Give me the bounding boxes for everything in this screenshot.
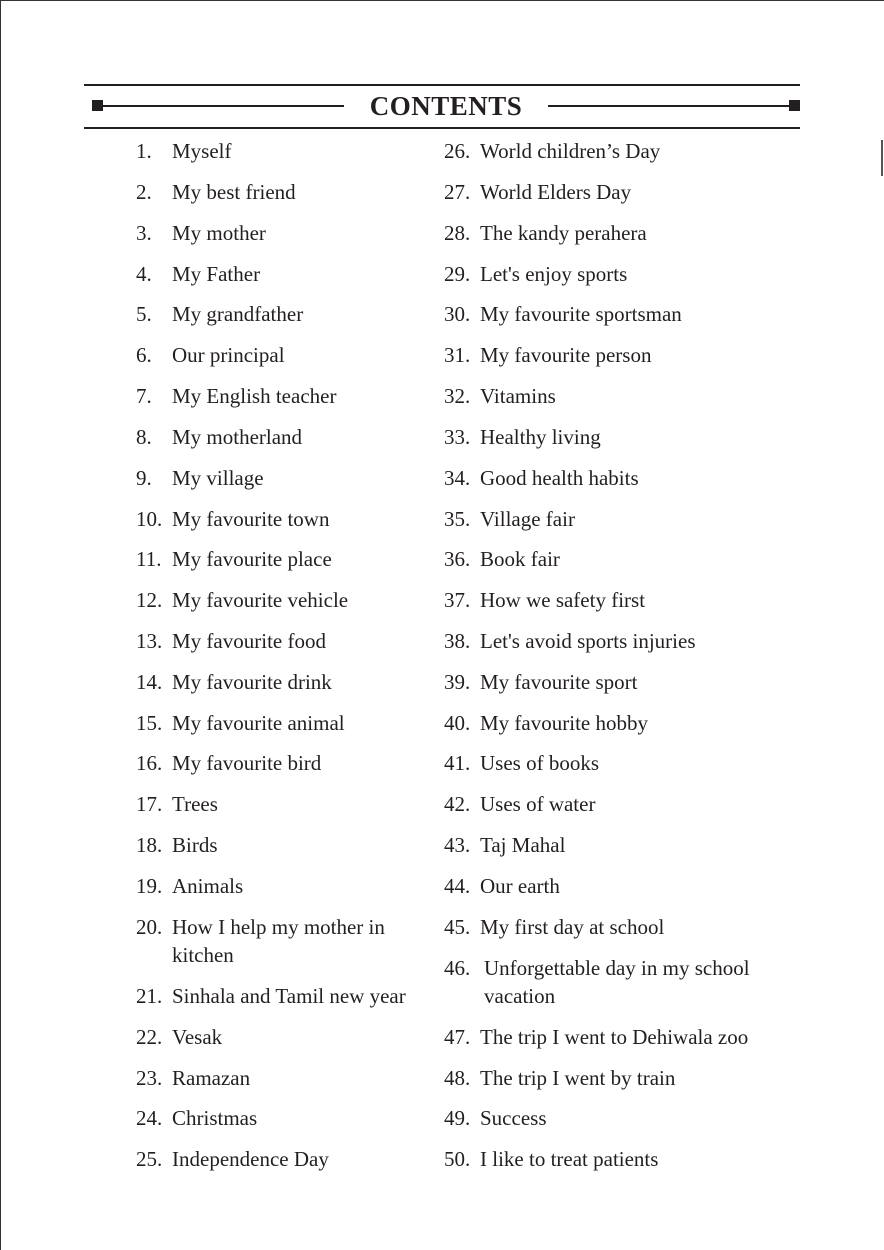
- entry-title: Let's avoid sports injuries: [480, 629, 696, 653]
- contents-entry: [136, 668, 332, 696]
- entry-title: Independence Day: [172, 1147, 329, 1171]
- entry-number: 46.: [444, 956, 471, 980]
- entry-number: 3.: [136, 221, 152, 245]
- contents-entry: [444, 1023, 748, 1051]
- contents-entry: [136, 627, 326, 655]
- contents-entry: [444, 505, 575, 533]
- entry-title: Unforgettable day in my school vacation: [484, 956, 750, 1008]
- entry-title: The kandy perahera: [480, 221, 647, 245]
- contents-entry: [136, 749, 321, 777]
- entry-number: 12.: [136, 588, 163, 612]
- entry-title: Healthy living: [480, 425, 601, 449]
- entry-title: Book fair: [480, 547, 560, 571]
- entry-title: Our earth: [480, 874, 560, 898]
- entry-title: My grandfather: [172, 302, 304, 326]
- entry-number: 9.: [136, 466, 152, 490]
- entry-number: 40.: [444, 711, 471, 735]
- entry-number: 41.: [444, 751, 471, 775]
- contents-entry: [444, 545, 560, 573]
- entry-number: 18.: [136, 833, 163, 857]
- entry-number: 19.: [136, 874, 163, 898]
- contents-entry: [444, 219, 647, 247]
- entry-title: My favourite animal: [172, 711, 345, 735]
- ornament-line-left: [98, 105, 344, 107]
- contents-entry: [444, 178, 631, 206]
- entry-title: World children’s Day: [480, 139, 661, 163]
- entry-title: My motherland: [172, 425, 303, 449]
- contents-entry: [136, 709, 345, 737]
- contents-entry: [136, 586, 348, 614]
- contents-entry: [444, 464, 639, 492]
- contents-entry: [136, 178, 296, 206]
- entry-title: My favourite town: [172, 507, 330, 531]
- entry-number: 11.: [136, 547, 162, 571]
- entry-number: 16.: [136, 751, 163, 775]
- entry-number: 34.: [444, 466, 471, 490]
- entry-title: Trees: [172, 792, 218, 816]
- entry-title: How we safety first: [480, 588, 646, 612]
- contents-entry: [136, 505, 329, 533]
- contents-entry: [444, 872, 560, 900]
- contents-entry: [444, 1145, 658, 1173]
- contents-entry: [136, 831, 218, 859]
- entry-title: Village fair: [480, 507, 575, 531]
- entry-title: Good health habits: [480, 466, 639, 490]
- entry-title: My first day at school: [480, 915, 665, 939]
- entry-number: 29.: [444, 262, 471, 286]
- entry-number: 45.: [444, 915, 471, 939]
- entry-number: 22.: [136, 1025, 163, 1049]
- entry-number: 44.: [444, 874, 471, 898]
- entry-number: 25.: [136, 1147, 163, 1171]
- entry-number: 32.: [444, 384, 471, 408]
- contents-entry: [136, 790, 218, 818]
- contents-entry: [136, 913, 436, 969]
- entry-title: My favourite sportsman: [480, 302, 682, 326]
- page-title: CONTENTS: [369, 91, 523, 121]
- entry-title: Vitamins: [480, 384, 556, 408]
- entry-number: 28.: [444, 221, 471, 245]
- entry-title: Vesak: [172, 1025, 223, 1049]
- square-ornament-right: [789, 100, 800, 111]
- entry-title: My favourite hobby: [480, 711, 648, 735]
- ornament-line-right: [548, 105, 792, 107]
- contents-entry: [444, 831, 565, 859]
- entry-title: My favourite drink: [172, 670, 332, 694]
- entry-number: 13.: [136, 629, 163, 653]
- entry-number: 31.: [444, 343, 471, 367]
- entry-title: Animals: [172, 874, 244, 898]
- entry-number: 37.: [444, 588, 471, 612]
- entry-title: Uses of books: [480, 751, 599, 775]
- entry-title: Myself: [172, 139, 232, 163]
- contents-entry: [136, 982, 406, 1010]
- entry-number: 10.: [136, 507, 163, 531]
- contents-entry: [444, 913, 664, 941]
- entry-title: Uses of water: [480, 792, 596, 816]
- entry-title: My favourite vehicle: [172, 588, 349, 612]
- entry-title: My Father: [172, 262, 261, 286]
- entry-number: 49.: [444, 1106, 471, 1130]
- contents-entry: [136, 300, 303, 328]
- contents-entry: [444, 1104, 547, 1132]
- entry-title: Let's enjoy sports: [480, 262, 628, 286]
- entry-number: 2.: [136, 180, 152, 204]
- contents-entry: [444, 668, 637, 696]
- contents-entry: [444, 586, 645, 614]
- contents-entry: [444, 749, 599, 777]
- entry-title: My best friend: [172, 180, 296, 204]
- entry-number: 35.: [444, 507, 471, 531]
- contents-entry: [136, 423, 302, 451]
- entry-number: 7.: [136, 384, 152, 408]
- entry-number: 33.: [444, 425, 471, 449]
- contents-entry: [444, 260, 627, 288]
- contents-entry: [136, 341, 285, 369]
- contents-entry: [444, 954, 784, 1010]
- entry-number: 26.: [444, 139, 471, 163]
- contents-entry: [136, 382, 336, 410]
- entry-number: 23.: [136, 1066, 163, 1090]
- contents-entry: [444, 300, 682, 328]
- entry-title: My favourite bird: [172, 751, 322, 775]
- contents-entry: [136, 260, 260, 288]
- page-border-left: [0, 0, 1, 1250]
- contents-entry: [444, 341, 651, 369]
- contents-entry: [136, 464, 264, 492]
- header-rule-top: [84, 84, 800, 86]
- contents-entry: [444, 790, 595, 818]
- entry-number: 5.: [136, 302, 152, 326]
- entry-title: My favourite sport: [480, 670, 638, 694]
- entry-title: I like to treat patients: [480, 1147, 659, 1171]
- entry-title: How I help my mother in kitchen: [172, 915, 385, 967]
- entry-title: Success: [480, 1106, 547, 1130]
- entry-title: World Elders Day: [480, 180, 632, 204]
- contents-entry: [444, 627, 696, 655]
- entry-number: 50.: [444, 1147, 471, 1171]
- entry-number: 4.: [136, 262, 152, 286]
- entry-number: 36.: [444, 547, 471, 571]
- contents-entry: [136, 545, 332, 573]
- contents-entry: [136, 872, 243, 900]
- entry-number: 1.: [136, 139, 152, 163]
- entry-number: 30.: [444, 302, 471, 326]
- entry-title: My favourite place: [172, 547, 332, 571]
- entry-title: Sinhala and Tamil new year: [172, 984, 406, 1008]
- entry-title: The trip I went by train: [480, 1066, 676, 1090]
- entry-title: Taj Mahal: [480, 833, 566, 857]
- contents-entry: [136, 1145, 329, 1173]
- contents-entry: [444, 382, 556, 410]
- entry-title: Christmas: [172, 1106, 258, 1130]
- entry-title: My mother: [172, 221, 266, 245]
- entry-title: Our principal: [172, 343, 285, 367]
- contents-entry: [444, 423, 601, 451]
- entry-title: Ramazan: [172, 1066, 251, 1090]
- entry-title: Birds: [172, 833, 218, 857]
- entry-number: 15.: [136, 711, 163, 735]
- contents-entry: [444, 709, 648, 737]
- contents-entry: [136, 1064, 250, 1092]
- contents-entry: [136, 1023, 222, 1051]
- entry-number: 42.: [444, 792, 471, 816]
- entry-number: 20.: [136, 915, 163, 939]
- entry-number: 47.: [444, 1025, 471, 1049]
- entry-number: 48.: [444, 1066, 471, 1090]
- entry-number: 6.: [136, 343, 152, 367]
- page-border-top: [0, 0, 884, 1]
- entry-title: My favourite food: [172, 629, 326, 653]
- entry-number: 27.: [444, 180, 471, 204]
- entry-number: 38.: [444, 629, 471, 653]
- contents-entry: [136, 219, 266, 247]
- contents-entry: [136, 1104, 257, 1132]
- entry-number: 8.: [136, 425, 152, 449]
- page-edge-mark: [881, 140, 883, 176]
- header-rule-bottom: [84, 127, 800, 129]
- entry-title: My English teacher: [172, 384, 337, 408]
- entry-title: My village: [172, 466, 264, 490]
- entry-number: 21.: [136, 984, 163, 1008]
- entry-number: 14.: [136, 670, 163, 694]
- entry-number: 43.: [444, 833, 471, 857]
- entry-title: The trip I went to Dehiwala zoo: [480, 1025, 749, 1049]
- contents-entry: [136, 137, 232, 165]
- contents-entry: [444, 137, 660, 165]
- entry-number: 39.: [444, 670, 471, 694]
- entry-number: 17.: [136, 792, 163, 816]
- entry-number: 24.: [136, 1106, 163, 1130]
- contents-entry: [444, 1064, 675, 1092]
- entry-title: My favourite person: [480, 343, 652, 367]
